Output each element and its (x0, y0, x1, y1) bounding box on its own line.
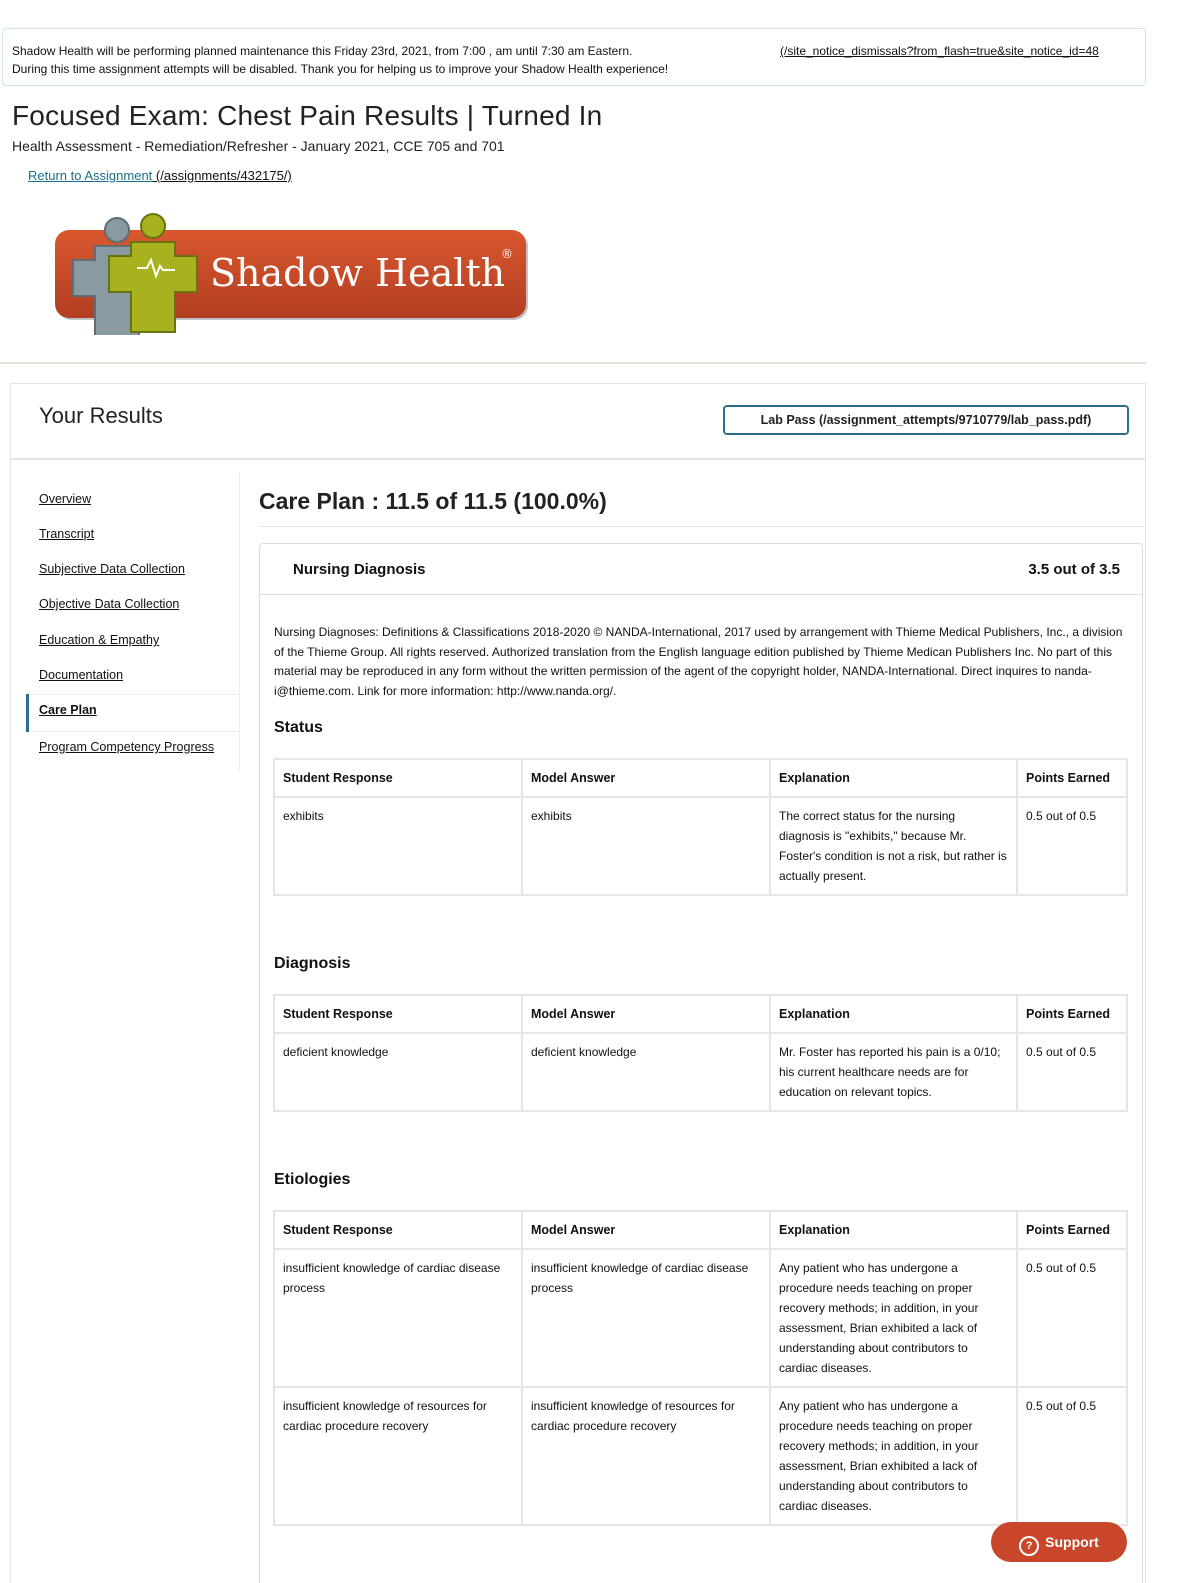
return-link-label[interactable]: Return to Assignment (28, 168, 153, 183)
card-score: 3.5 out of 3.5 (1028, 561, 1120, 578)
student-response-cell: deficient knowledge (274, 1033, 522, 1111)
support-button[interactable] (991, 1522, 1127, 1562)
lab-pass-button[interactable]: Lab Pass (/assignment_attempts/9710779/lab_pass.pdf) (723, 405, 1129, 435)
page-title: Focused Exam: Chest Pain Results | Turned In (12, 100, 603, 131)
col-points-earned: Points Earned (1017, 759, 1127, 797)
active-item-indicator (26, 694, 29, 732)
sidebar-item-care-plan[interactable]: Care Plan (39, 703, 97, 717)
maintenance-notice (2, 28, 1146, 86)
col-model-answer: Model Answer (522, 759, 770, 797)
return-to-assignment[interactable] (28, 168, 292, 183)
points-cell: 0.5 out of 0.5 (1017, 1033, 1127, 1111)
points-cell: 0.5 out of 0.5 (1017, 797, 1127, 895)
student-response-cell: exhibits (274, 797, 522, 895)
diagnosis-heading: Diagnosis (274, 955, 351, 972)
sidebar-item-overview[interactable]: Overview (39, 492, 92, 506)
registered-mark: ® (501, 247, 513, 261)
sidebar-item-subjective-data[interactable]: Subjective Data Collection (39, 562, 185, 576)
student-response-cell: insufficient knowledge of resources for cardiac procedure recovery (274, 1387, 522, 1525)
col-model-answer: Model Answer (522, 1211, 770, 1249)
sidebar-item-program-competency[interactable]: Program Competency Progress (39, 740, 215, 754)
shadow-health-logo (55, 210, 530, 335)
col-student-response: Student Response (274, 759, 522, 797)
model-answer-cell: insufficient knowledge of cardiac disease process (522, 1249, 770, 1387)
card-header (260, 544, 1142, 595)
question-icon: ? (1019, 1536, 1039, 1556)
col-model-answer: Model Answer (522, 995, 770, 1033)
course-name: Health Assessment - Remediation/Refresher - January 2021, CCE 705 and 701 (12, 138, 505, 154)
logo-graphic (55, 210, 530, 335)
etiologies-heading: Etiologies (274, 1171, 351, 1188)
results-sidebar (14, 472, 240, 772)
model-answer-cell: insufficient knowledge of resources for cardiac procedure recovery (522, 1387, 770, 1525)
points-cell: 0.5 out of 0.5 (1017, 1249, 1127, 1387)
diagnosis-table (273, 994, 1128, 1112)
table-header-row (274, 759, 1127, 797)
model-answer-cell: deficient knowledge (522, 1033, 770, 1111)
points-cell: 0.5 out of 0.5 (1017, 1387, 1127, 1525)
student-response-cell: insufficient knowledge of cardiac disease process (274, 1249, 522, 1387)
col-student-response: Student Response (274, 1211, 522, 1249)
col-explanation: Explanation (770, 995, 1017, 1033)
etiologies-table (273, 1210, 1128, 1526)
header-divider (0, 362, 1146, 364)
col-explanation: Explanation (770, 759, 1017, 797)
table-row (274, 1033, 1127, 1111)
status-table (273, 758, 1128, 896)
logo-text: Shadow Health (210, 251, 506, 295)
return-link-path[interactable]: (/assignments/432175/) (152, 168, 292, 183)
notice-text (12, 42, 782, 78)
table-row (274, 1249, 1127, 1387)
table-header-row (274, 995, 1127, 1033)
sidebar-item-objective-data[interactable]: Objective Data Collection (39, 597, 180, 611)
table-row (274, 1387, 1127, 1525)
table-row (274, 797, 1127, 895)
results-header (11, 384, 1145, 460)
care-plan-score-title: Care Plan : 11.5 of 11.5 (100.0%) (259, 488, 607, 514)
explanation-cell: Mr. Foster has reported his pain is a 0/10; his current healthcare needs are for education on relevant topics. (770, 1033, 1017, 1111)
dismiss-notice-link[interactable]: (/site_notice_dismissals?from_flash=true&site_notice_id=48 (780, 44, 1099, 58)
model-answer-cell: exhibits (522, 797, 770, 895)
sidebar-item-education-empathy[interactable]: Education & Empathy (39, 633, 160, 647)
explanation-cell: Any patient who has undergone a procedure needs teaching on proper recovery methods; in addition, in your assessment, Brian exhibited a lack of understanding about contributors to cardiac diseases. (770, 1249, 1017, 1387)
section-divider (259, 526, 1143, 527)
card-title: Nursing Diagnosis (293, 561, 426, 578)
support-label: Support (1045, 1534, 1099, 1550)
sidebar-item-transcript[interactable]: Transcript (39, 527, 95, 541)
results-title: Your Results (39, 403, 163, 428)
col-points-earned: Points Earned (1017, 995, 1127, 1033)
col-points-earned: Points Earned (1017, 1211, 1127, 1249)
sidebar-item-documentation[interactable]: Documentation (39, 668, 124, 682)
col-student-response: Student Response (274, 995, 522, 1033)
notice-line-2: During this time assignment attempts will be disabled. Thank you for helping us to improve your Shadow Health experience! (12, 62, 669, 76)
nanda-copyright-text: Nursing Diagnoses: Definitions & Classifications 2018-2020 © NANDA-International, 2017 used by arrangement with Thieme Medical Publishers, Inc., a division of the Thieme Group. All rights reserved. Authorized translation from the English language edition published by Thieme Medican Publishers Inc. No part of this material may be reproduced in any form without the written permission of the agent of the copyright holder, NANDA-International. Direct inquires to nanda-i@thieme.com. Link for more information: http://www.nanda.org/. (274, 625, 1123, 698)
explanation-cell: Any patient who has undergone a procedure needs teaching on proper recovery methods; in addition, in your assessment, Brian exhibited a lack of understanding about contributors to cardiac diseases. (770, 1387, 1017, 1525)
table-header-row (274, 1211, 1127, 1249)
status-heading: Status (274, 719, 323, 736)
col-explanation: Explanation (770, 1211, 1017, 1249)
notice-line-1: Shadow Health will be performing planned maintenance this Friday 23rd, 2021, from 7:00 , am until 7:30 am Eastern. (12, 44, 633, 58)
explanation-cell: The correct status for the nursing diagnosis is "exhibits," because Mr. Foster's condition is not a risk, but rather is actually present. (770, 797, 1017, 895)
